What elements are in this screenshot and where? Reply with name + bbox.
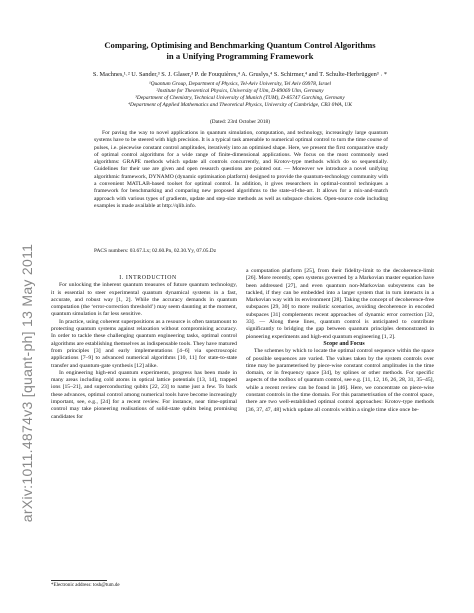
intro-paragraph-2: In practice, using coherent superpositions as a resource is often tantamount to protecting quantum systems against relaxation without compromising accuracy. In order to tackle these challenging quantum engineering tasks, optimal control algorithms are establishing themselves as indispensable tools. They have matured from principles [3] and early implementations [4–6] via spectroscopic applications [7–9] to advanced numerical algorithms [10, 11] for state-to-state transfer and quantum-gate synthesis [12] alike.: [51, 318, 237, 369]
footnote-divider: [51, 580, 107, 581]
intro-paragraph-3: In engineering high-end quantum experiments, progress has been made in many areas including cold atoms in optical lattice potentials [13, 14], trapped ions [15–21], and superconducting qubits [22, 23] to name just a few. To back these advances, optimal control among numerical tools have become increasingly important, see, e.g., [24] for a recent review. For instance, near time-optimal control may take pioneering realisations of solid-state qubits being promising candidates for: [51, 369, 237, 420]
affiliation-2: ²Institute for Theoretical Physics, University of Ulm, D-89069 Ulm, Germany: [156, 88, 324, 95]
abstract: For paving the way to novel applications in quantum simulation, computation, and technology, increasingly large quantum systems have to be steered with high precision. It is a typical task amenable to numerical optimal control to turn the time course of pulses, i.e. piecewise constant control amplitudes, iteratively into an optimised shape. Here, we present the first comparative study of optimal control algorithms for a wide range of finite-dimensional applications. We focus on the most commonly used algorithms: GRAPE methods which update all controls concurrently, and Krotov-type methods which do so sequentially. Guidelines for their use are given and open research questions are pointed out. — Moreover we introduce a novel unifying algorithmic framework, DYNAMO (dynamic optimisation platform) designed to provide the quantum-technology community with a convenient MATLAB-based toolset for optimal control. In addition, it gives researchers in optimal-control techniques a framework for benchmarking and comparing new proposed algorithms to the state-of-the-art. It allows for a mix-and-match approach with various types of gradients, update and step-size methods as well as subspace choices. Open-source code including examples is made available at http://qlib.info.: [94, 130, 388, 209]
scope-paragraph-1: The schemes by which to locate the optimal control sequence within the space of possible sequences are varied. The values taken by the system controls over time may be parameterised by piece-wise constant control amplitudes in the time domain, or in frequency space [34], by splines or other methods. For specific aspects of the toolbox of quantum control, see e.g. [11, 12, 16, 26, 28, 31, 35–45], while a recent review can be found in [46]. Here, we concentrate on piece-wise constant controls in the time domain. For this parametrisation of the control space, there are two well-established optimal control approaches: Krotov-type methods [36, 37, 47, 48] which update all controls within a single time slice once be-: [246, 348, 434, 413]
title-line-1: Comparing, Optimising and Benchmarking Quantum Control Algorithms: [104, 40, 376, 50]
affiliation-3: ³Department of Chemistry, Technical University of Munich (TUM), D-85747 Garching, Germany: [135, 95, 345, 102]
footnote-email: *Electronic address: tosh@tum.de: [51, 583, 120, 588]
affiliations: [48, 81, 432, 109]
continued-paragraph: a computation platform [25], from their fidelity-limit to the decoherence-limit [26]. More recently, open systems governed by a Markovian master equation have been addressed [27], and even quantum non-Markovian subsystems can be tackled, if they can be embedded into a larger system that in turn interacts in a Markovian way with its environment [28]. Taking the concept of decoherence-free subspaces [29, 30] to more realistic scenarios, avoiding decoherence in encoded subspaces [31] complements recent approaches of dynamic error correction [32, 33]. — Along these lines, quantum control is anticipated to contribute significantly to bridging the gap between quantum principles demonstrated in pioneering experiments and high-end quantum engineering [1, 2].: [246, 268, 434, 340]
right-column: [246, 268, 434, 414]
date-line: (Dated: 23rd October 2018): [209, 119, 271, 125]
left-column: [51, 275, 237, 421]
affiliation-1: ¹Quantum Group, Department of Physics, Tel-Aviv University, Tel Aviv 69978, Israel: [148, 81, 332, 87]
subsection-heading-scope: Scope and Focus: [323, 340, 365, 347]
pacs-numbers: PACS numbers: 03.67.Lx; 02.60.Pn, 02.30.Yy, 07.05.Dz: [94, 248, 217, 254]
title-line-2: in a Unifying Programming Framework: [166, 51, 314, 61]
author-list: S. Machnes,¹˒² U. Sander,³ S. J. Glaser,³ P. de Fouquières,⁴ A. Gruslys,⁴ S. Schirmer,⁴ and T. Schulte-Herbrüggen³ ˒ *: [92, 71, 388, 78]
section-heading-introduction: I. INTRODUCTION: [119, 275, 177, 281]
arxiv-identifier: arXiv:1011.4874v3 [quant-ph] 13 May 2011: [19, 243, 35, 523]
affiliation-4: ⁴Department of Applied Mathematics and Theoretical Physics, University of Cambridge, CB3 0WA, UK: [128, 102, 352, 109]
paper-title: [60, 40, 420, 62]
intro-paragraph-1: For unlocking the inherent quantum treasures of future quantum technology, it is essential to steer experimental quantum dynamical systems in a fast, accurate, and robust way [1, 2]. While the accuracy demands in quantum computation (the ‘error-correction threshold’) may seem daunting at the moment, quantum simulation is far less sensitive.: [51, 282, 237, 318]
